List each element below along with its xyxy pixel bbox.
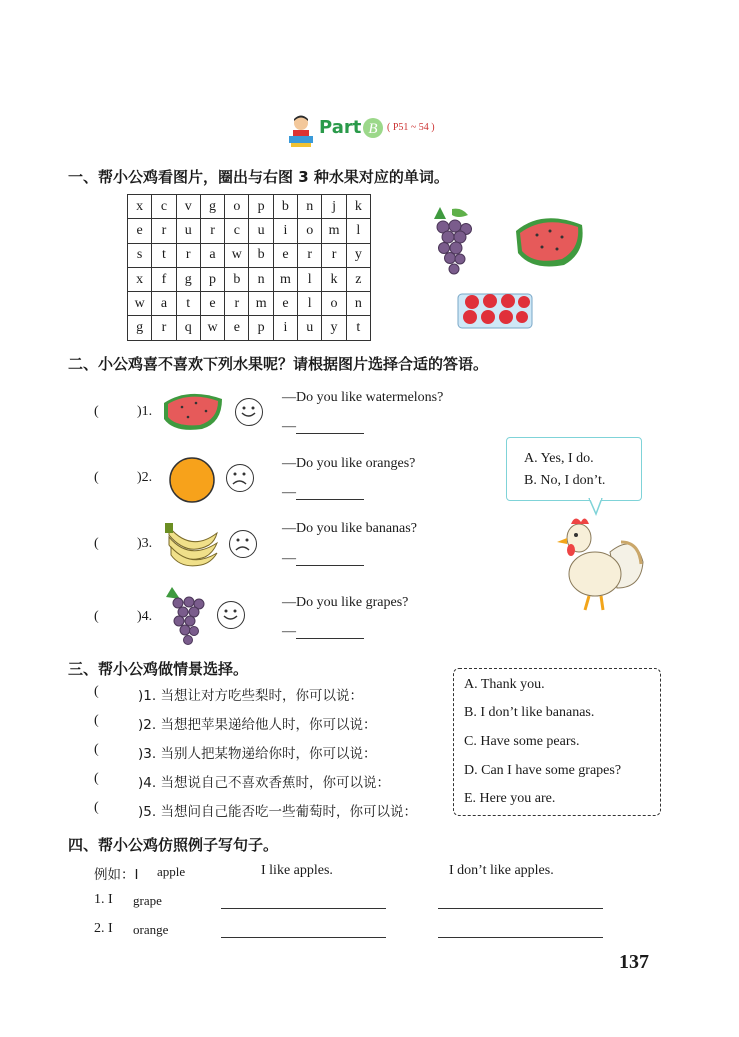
answer-paren-open-2: ( <box>94 470 99 485</box>
grid-row <box>128 292 371 316</box>
orange-icon <box>168 456 216 504</box>
row-2-negative-line[interactable] <box>438 937 603 938</box>
situation-list <box>94 684 444 826</box>
grid-cell[interactable]: k <box>322 267 346 291</box>
grid-cell[interactable]: s <box>128 243 152 267</box>
example-negative: I don’t like apples. <box>449 863 554 878</box>
grid-cell[interactable]: p <box>200 267 224 291</box>
grid-cell[interactable]: g <box>176 267 200 291</box>
part-word: Part <box>319 117 362 138</box>
grid-cell[interactable]: l <box>346 219 370 243</box>
grid-row <box>128 316 371 340</box>
section-3-title: 三、帮小公鸡做情景选择。 <box>68 660 249 678</box>
option-a: A. Thank you. <box>464 677 545 692</box>
question-text-2: —Do you like oranges? <box>282 456 416 471</box>
grapes-icon <box>164 585 208 649</box>
grid-cell[interactable]: m <box>273 267 297 291</box>
question-number-2[interactable]: )2. <box>137 470 153 485</box>
situation-text: )3. 当别人把某物递给你时，你可以说： <box>138 746 377 762</box>
situation-text: )1. 当想让对方吃些梨时，你可以说： <box>138 688 363 704</box>
word-search-grid <box>127 194 371 341</box>
part-letter-badge <box>363 118 383 138</box>
bananas-icon <box>165 517 220 569</box>
part-header <box>287 114 457 152</box>
grid-cell[interactable]: b <box>273 195 297 219</box>
row-2-word: orange <box>133 922 169 937</box>
grid-cell[interactable]: g <box>200 195 224 219</box>
answer-line-1[interactable] <box>296 433 364 434</box>
grid-cell[interactable]: e <box>200 292 224 316</box>
grid-cell[interactable]: r <box>200 219 224 243</box>
answer-line-2[interactable] <box>296 499 364 500</box>
grid-cell[interactable]: r <box>152 219 176 243</box>
row-1-word: grape <box>133 893 162 908</box>
page-number: 137 <box>619 951 649 973</box>
option-c: C. Have some pears. <box>464 734 580 749</box>
grid-cell[interactable]: e <box>273 243 297 267</box>
grid-row <box>128 243 371 267</box>
row-1-label: 1. I <box>94 892 113 907</box>
row-2-label: 2. I <box>94 921 113 936</box>
answer-paren-open-1: ( <box>94 404 99 419</box>
example-label: 例如：I <box>94 867 139 883</box>
speech-bubble <box>506 437 642 501</box>
grid-cell[interactable]: g <box>128 316 152 340</box>
bubble-option-b: B. No, I don’t. <box>524 473 606 488</box>
situation-paren[interactable]: ( <box>94 684 99 699</box>
options-box <box>453 668 661 816</box>
question-text-3: —Do you like bananas? <box>282 521 417 536</box>
grid-cell[interactable]: j <box>322 195 346 219</box>
answer-line-4[interactable] <box>296 638 364 639</box>
example-word: apple <box>157 864 186 879</box>
grid-cell[interactable]: w <box>128 292 152 316</box>
grid-cell[interactable]: r <box>152 316 176 340</box>
grid-cell[interactable]: q <box>176 316 200 340</box>
grid-cell[interactable]: t <box>346 316 370 340</box>
grid-cell[interactable]: l <box>298 292 322 316</box>
situation-text: )2. 当想把苹果递给他人时，你可以说： <box>138 717 377 733</box>
grid-cell[interactable]: o <box>298 219 322 243</box>
smiley-face-icon <box>217 601 245 629</box>
grid-cell[interactable]: k <box>346 195 370 219</box>
grid-cell[interactable]: i <box>273 316 297 340</box>
section-4-title: 四、帮小公鸡仿照例子写句子。 <box>68 836 279 854</box>
smiley-face-icon <box>235 398 263 426</box>
grid-cell[interactable]: w <box>225 243 249 267</box>
example-positive: I like apples. <box>261 863 333 878</box>
strawberries-icon <box>456 288 534 330</box>
situation-text: )5. 当想问自己能否吃一些葡萄时，你可以说： <box>138 804 417 820</box>
answer-line-3[interactable] <box>296 565 364 566</box>
grid-cell[interactable]: n <box>346 292 370 316</box>
grid-cell[interactable]: n <box>249 267 273 291</box>
grid-cell[interactable]: l <box>298 267 322 291</box>
question-number-4[interactable]: )4. <box>137 609 153 624</box>
grid-cell[interactable]: a <box>152 292 176 316</box>
option-b: B. I don’t like bananas. <box>464 705 595 720</box>
grid-cell[interactable]: u <box>298 316 322 340</box>
answer-dash-3: — <box>282 551 296 566</box>
answer-dash-2: — <box>282 485 296 500</box>
grid-cell[interactable]: m <box>249 292 273 316</box>
sad-face-icon <box>229 530 257 558</box>
option-e: E. Here you are. <box>464 791 556 806</box>
grid-cell[interactable]: o <box>322 292 346 316</box>
question-text-4: —Do you like grapes? <box>282 595 409 610</box>
situation-paren[interactable]: ( <box>94 713 99 728</box>
grid-cell[interactable]: a <box>200 243 224 267</box>
grid-cell[interactable]: x <box>128 267 152 291</box>
answer-dash-1: — <box>282 419 296 434</box>
grid-cell[interactable]: b <box>225 267 249 291</box>
grid-cell[interactable]: t <box>152 243 176 267</box>
watermelon-icon <box>162 389 224 433</box>
page-range: ( P51 ~ 54 ) <box>387 122 435 133</box>
question-number-1[interactable]: )1. <box>137 404 153 419</box>
grid-cell[interactable]: z <box>346 267 370 291</box>
grid-cell[interactable]: v <box>176 195 200 219</box>
sad-face-icon <box>226 464 254 492</box>
grid-cell[interactable]: e <box>273 292 297 316</box>
question-number-3[interactable]: )3. <box>137 536 153 551</box>
option-d: D. Can I have some grapes? <box>464 763 622 778</box>
answer-dash-4: — <box>282 624 296 639</box>
section-1-title: 一、帮小公鸡看图片，圈出与右图 3 种水果对应的单词。 <box>68 168 449 186</box>
grid-cell[interactable]: u <box>176 219 200 243</box>
grid-row <box>128 195 371 219</box>
grid-cell[interactable]: m <box>322 219 346 243</box>
grid-cell[interactable]: b <box>249 243 273 267</box>
grid-cell[interactable]: u <box>249 219 273 243</box>
situation-paren[interactable]: ( <box>94 771 99 786</box>
part-letter: B <box>368 121 378 137</box>
row-1-positive-line[interactable] <box>221 908 386 909</box>
grid-cell[interactable]: r <box>322 243 346 267</box>
grapes-icon <box>428 205 476 280</box>
reading-boy-icon <box>287 114 315 148</box>
grid-cell[interactable]: e <box>128 219 152 243</box>
grid-cell[interactable]: y <box>346 243 370 267</box>
grid-row <box>128 267 371 291</box>
grid-cell[interactable]: f <box>152 267 176 291</box>
grid-cell[interactable]: c <box>152 195 176 219</box>
grid-cell[interactable]: o <box>225 195 249 219</box>
grid-cell[interactable]: n <box>298 195 322 219</box>
grid-cell[interactable]: p <box>249 195 273 219</box>
row-2-positive-line[interactable] <box>221 937 386 938</box>
question-text-1: —Do you like watermelons? <box>282 390 444 405</box>
grid-cell[interactable]: r <box>225 292 249 316</box>
grid-cell[interactable]: r <box>176 243 200 267</box>
situation-text: )4. 当想说自己不喜欢香蕉时，你可以说： <box>138 775 390 791</box>
grid-cell[interactable]: x <box>128 195 152 219</box>
grid-cell[interactable]: w <box>200 316 224 340</box>
situation-paren[interactable]: ( <box>94 742 99 757</box>
grid-cell[interactable]: p <box>249 316 273 340</box>
rooster-icon <box>555 512 645 612</box>
row-1-negative-line[interactable] <box>438 908 603 909</box>
grid-cell[interactable]: y <box>322 316 346 340</box>
answer-paren-open-3: ( <box>94 536 99 551</box>
grid-cell[interactable]: c <box>225 219 249 243</box>
answer-paren-open-4: ( <box>94 609 99 624</box>
grid-row <box>128 219 371 243</box>
bubble-option-a: A. Yes, I do. <box>524 451 594 466</box>
grid-cell[interactable]: t <box>176 292 200 316</box>
situation-paren[interactable]: ( <box>94 800 99 815</box>
watermelon-icon <box>512 213 587 271</box>
grid-cell[interactable]: i <box>273 219 297 243</box>
grid-cell[interactable]: r <box>298 243 322 267</box>
section-2-title: 二、小公鸡喜不喜欢下列水果呢？请根据图片选择合适的答语。 <box>68 355 489 373</box>
grid-cell[interactable]: e <box>225 316 249 340</box>
